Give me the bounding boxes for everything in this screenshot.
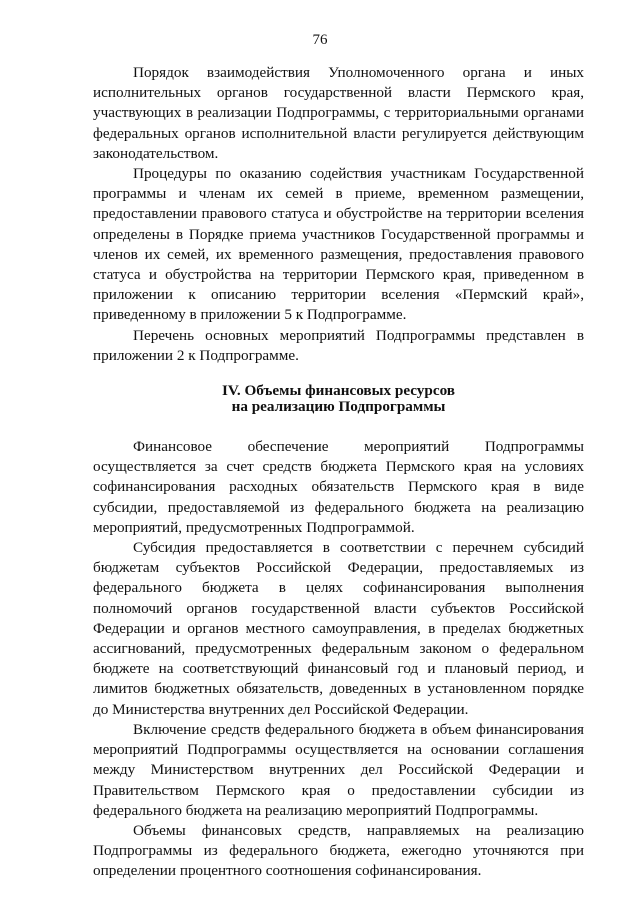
section-heading-line-1: IV. Объемы финансовых ресурсов — [221, 382, 455, 400]
section-heading-line-2: на реализацию Подпрограммы — [231, 398, 446, 416]
paragraph-interaction-order: Порядок взаимодействия Уполномоченного органа и иных исполнительных органов государственной власти Пермского края, участвующих в реализации Подпрограммы, с территориальными органами федеральных органов исполнительной власти регулируется действующим законодательством. — [93, 64, 584, 162]
paragraph-assistance-procedures: Процедуры по оказанию содействия участникам Государственной программы и членам их семей в приеме, временном размещении, предоставлении правового статуса и обустройстве на территории вселения определены в Порядке приема участников Государственной программы и членов их семей, их временного размещения, предоставления правового статуса и обустройства на территории Пермского края, приведенном в приложении к описанию территории вселения «Пермский край», приведенному в приложении 5 к Подпрограмме. — [93, 165, 584, 324]
paragraph-federal-funds-inclusion: Включение средств федерального бюджета в объем финансирования мероприятий Подпрограммы осуществляется на основании соглашения между Министерством внутренних дел Российской Федерации и Правительством Пермского края о предоставлении субсидии из федерального бюджета на реализацию мероприятий Подпрограммы. — [93, 720, 584, 819]
paragraph-subsidy-provision: Субсидия предоставляется в соответствии с перечнем субсидий бюджетам субъектов Российской Федерации, предоставляемых из федерального бюджета в целях софинансирования выполнения полномочий органов государственной власти субъектов Российской Федерации и органов местного самоуправления, в пределах бюджетных ассигнований, предусмотренных федеральным законом о федеральном бюджете на соответствующий финансовый год и плановый период, и лимитов бюджетных обязательств, доведенных в установленном порядке до Министерства внутренних дел Российской Федерации. — [93, 539, 584, 718]
section-heading — [93, 383, 584, 415]
paragraph-financial-support: Финансовое обеспечение мероприятий Подпрограммы осуществляется за счет средств бюджета Пермского края на условиях софинансирования расходных обязательств Пермского края в виде субсидии, предоставляемой из федерального бюджета на реализацию мероприятий, предусмотренных Подпрограммой. — [93, 438, 584, 536]
page-number: 76 — [312, 32, 328, 48]
document-body — [93, 63, 584, 882]
paragraph-funding-volumes: Объемы финансовых средств, направляемых на реализацию Подпрограммы из федерального бюджета, ежегодно уточняются при определении процентного соотношения софинансирования. — [93, 821, 584, 880]
paragraph-activities-list: Перечень основных мероприятий Подпрограммы представлен в приложении 2 к Подпрограмме. — [93, 326, 584, 364]
